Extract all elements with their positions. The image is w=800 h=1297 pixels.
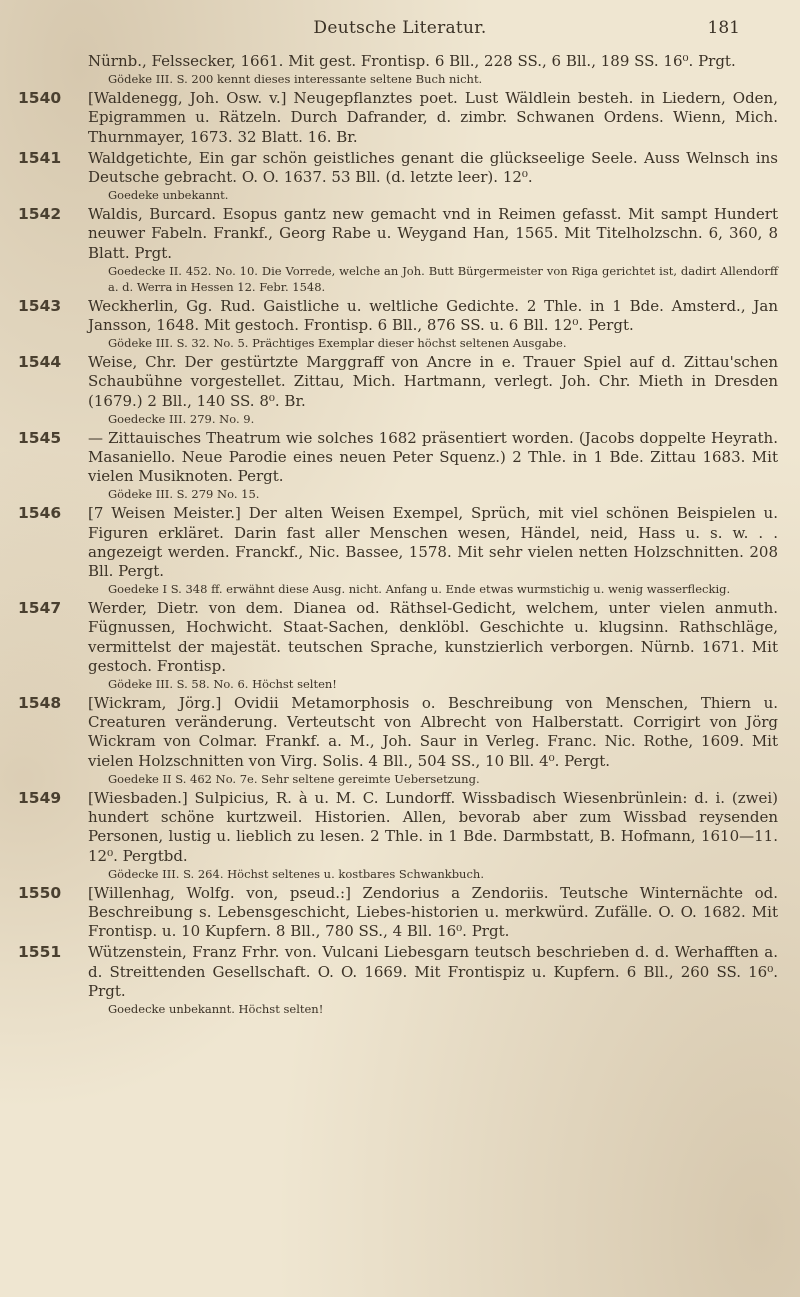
entry-text: [Waldenegg, Joh. Osw. v.] Neugepflanztes poet. Lust Wäldlein besteh. in Liedern, Oden, Epigrammen u. Rätzeln. Durch Dafrander, d. zimbr. Schwanen Ordens. Wienn, Mich. Thurnmayer, 1673. 32 Blatt. 16. Br.: [88, 89, 778, 146]
entry-number: 1540: [18, 89, 62, 108]
entry-number: 1544: [18, 353, 62, 372]
entry-note: Gödecke III. S. 264. Höchst seltenes u. kostbares Schwankbuch.: [108, 866, 484, 881]
entry-note: Gödeke III. S. 279 No. 15.: [108, 487, 260, 502]
entry-note: Gödeke III. S. 58. No. 6. Höchst selten!: [108, 677, 337, 692]
entry-text: Weise, Chr. Der gestürtzte Marggraff von Ancre in e. Trauer Spiel auf d. Zittau'schen Schaubühne vorgestellet. Zittau, Mich. Hartmann, verlegt. Joh. Chr. Mieth in Dresden (1679.) 2 Bll., 140 SS. 8⁰. Br.: [88, 353, 778, 410]
entry-text: Werder, Dietr. von dem. Dianea od. Räthsel-Gedicht, welchem, unter vielen anmuth. Fügnussen, Hochwicht. Staat-Sachen, denklöbl. Geschichte u. klugsinn. Rathschläge, vermittelst der majestät. teutschen Sprache, kunstzierlich verborgen. Nürnb. 1671. Mit gestoch. Frontisp.: [88, 599, 778, 675]
entry-1542: [18, 205, 778, 295]
entry-1543: [18, 297, 778, 351]
entry-number: 1546: [18, 504, 62, 523]
entry-text: Waldgetichte, Ein gar schön geistliches genant die glückseelige Seele. Auss Welnsch ins Deutsche gebracht. O. O. 1637. 53 Bll. (d. letzte leer). 12⁰.: [88, 148, 778, 187]
entry-note: Goedeke unbekannt.: [108, 188, 229, 203]
entry-note: Gödeke III. S. 32. No. 5. Prächtiges Exemplar dieser höchst seltenen Ausgabe.: [108, 336, 567, 351]
entry-text: Waldis, Burcard. Esopus gantz new gemacht vnd in Reimen gefasst. Mit sampt Hundert neuwer Fabeln. Frankf., Georg Rabe u. Weygand Han, 1565. Mit Titelholzschn. 6, 360, 8 Blatt. Prgt.: [88, 205, 778, 262]
entry-1540: [18, 89, 778, 147]
entry-note: Goedeke II S. 462 No. 7e. Sehr seltene gereimte Uebersetzung.: [108, 771, 480, 786]
entry-number: 1550: [18, 883, 62, 902]
entry-number: 1543: [18, 296, 62, 315]
entry-text: Weckherlin, Gg. Rud. Gaistliche u. weltliche Gedichte. 2 Thle. in 1 Bde. Amsterd., Jan Jansson, 1648. Mit gestoch. Frontisp. 6 Bll., 876 SS. u. 6 Bll. 12⁰. Pergt.: [88, 296, 778, 335]
entry-note: Gödeke III. S. 200 kennt dieses interessante seltene Buch nicht.: [108, 72, 483, 87]
entry-text: — Zittauisches Theatrum wie solches 1682 präsentiert worden. (Jacobs doppelte Heyrath. Masaniello. Neue Parodie eines neuen Peter Squenz.) 2 Thle. in 1 Bde. Zittau 1683. Mit vielen Musiknoten. Pergt.: [88, 428, 778, 486]
entry-text: Wützenstein, Franz Frhr. von. Vulcani Liebesgarn teutsch beschrieben d. d. Werhafften a. d. Streittenden Gesellschaft. O. O. 1669. Mit Frontispiz u. Kupfern. 6 Bll., 260 SS. 16⁰. Prgt.: [88, 943, 778, 1000]
entry-1545: [18, 429, 778, 503]
entry-1544: [18, 353, 778, 427]
entry-text: [Wickram, Jörg.] Ovidii Metamorphosis o. Beschreibung von Menschen, Thiern u. Creaturen veränderung. Verteutscht von Albrecht von Halberstatt. Corrigirt von Jörg Wickram von Colmar. Frankf. a. M., Joh. Saur in Verleg. Franc. Nic. Rothe, 1609. Mit vielen Holzschnitten von Virg. Solis. 4 Bll., 504 SS., 10 Bll. 4⁰. Pergt.: [88, 694, 778, 770]
entry-number: 1551: [18, 943, 62, 962]
entry-note: Goedecke III. 279. No. 9.: [108, 411, 255, 426]
entry-text: [Wiesbaden.] Sulpicius, R. à u. M. C. Lundorff. Wissbadisch Wiesenbrünlein: d. i. (zwei) hundert schöne kurtzweil. Historien. Allen, bevorab aber zum Wissbad reysenden Personen, lustig u. lieblich zu lesen. 2 Thle. in 1 Bde. Darmbstatt, B. Hofmann, 1610—11. 12⁰. Pergtbd.: [88, 788, 778, 865]
entry-1548: [18, 694, 778, 787]
entry-number: 1542: [18, 205, 62, 224]
entry-number: 1547: [18, 599, 62, 618]
entry-1547: [18, 599, 778, 692]
entry-number: 1549: [18, 788, 62, 807]
entry-note: Goedecke II. 452. No. 10. Die Vorrede, welche an Joh. Butt Bürgermeister von Riga gerichtet ist, dadirt Allendorff a. d. Werra in Hessen 12. Febr. 1548.: [108, 263, 778, 294]
entry-text: [7 Weisen Meister.] Der alten Weisen Exempel, Sprüch, mit viel schönen Beispielen u. Figuren erkläret. Darin fast aller Menschen wesen, Händel, neid, Hass u. s. w. . . angezeigt werden. Franckf., Nic. Bassee, 1578. Mit sehr vielen netten Holzschnitten. 208 Bll. Pergt.: [88, 504, 778, 581]
entry-number: 1548: [18, 694, 62, 713]
entry-1541: [18, 149, 778, 203]
entry-1550: [18, 884, 778, 942]
entry-note: Goedecke unbekannt. Höchst selten!: [108, 1001, 324, 1016]
page-header: [0, 18, 800, 46]
entry-1546: [18, 504, 778, 597]
entry-list: [18, 52, 778, 1019]
page-number: 181: [707, 18, 740, 38]
entry-1549: [18, 789, 778, 882]
entry-1551: [18, 943, 778, 1017]
entry-number: 1541: [18, 148, 62, 167]
entry-text: [Willenhag, Wolfg. von, pseud.:] Zendorius a Zendoriis. Teutsche Winternächte od. Beschreibung s. Lebensgeschicht, Liebes-historien u. merkwürd. Zufälle. O. O. 1682. Mit Frontisp. u. 10 Kupfern. 8 Bll., 780 SS., 4 Bll. 16⁰. Prgt.: [88, 883, 778, 941]
entry-number: 1545: [18, 428, 62, 447]
running-title: Deutsche Literatur.: [313, 18, 487, 38]
entry-note: Goedeke I S. 348 ff. erwähnt diese Ausg. nicht. Anfang u. Ende etwas wurmstichig u. wenig wasserfleckig.: [108, 582, 731, 597]
entry-text: Nürnb., Felssecker, 1661. Mit gest. Frontisp. 6 Bll., 228 SS., 6 Bll., 189 SS. 16⁰. Prgt.: [88, 52, 736, 70]
entry-continued: [18, 52, 778, 87]
